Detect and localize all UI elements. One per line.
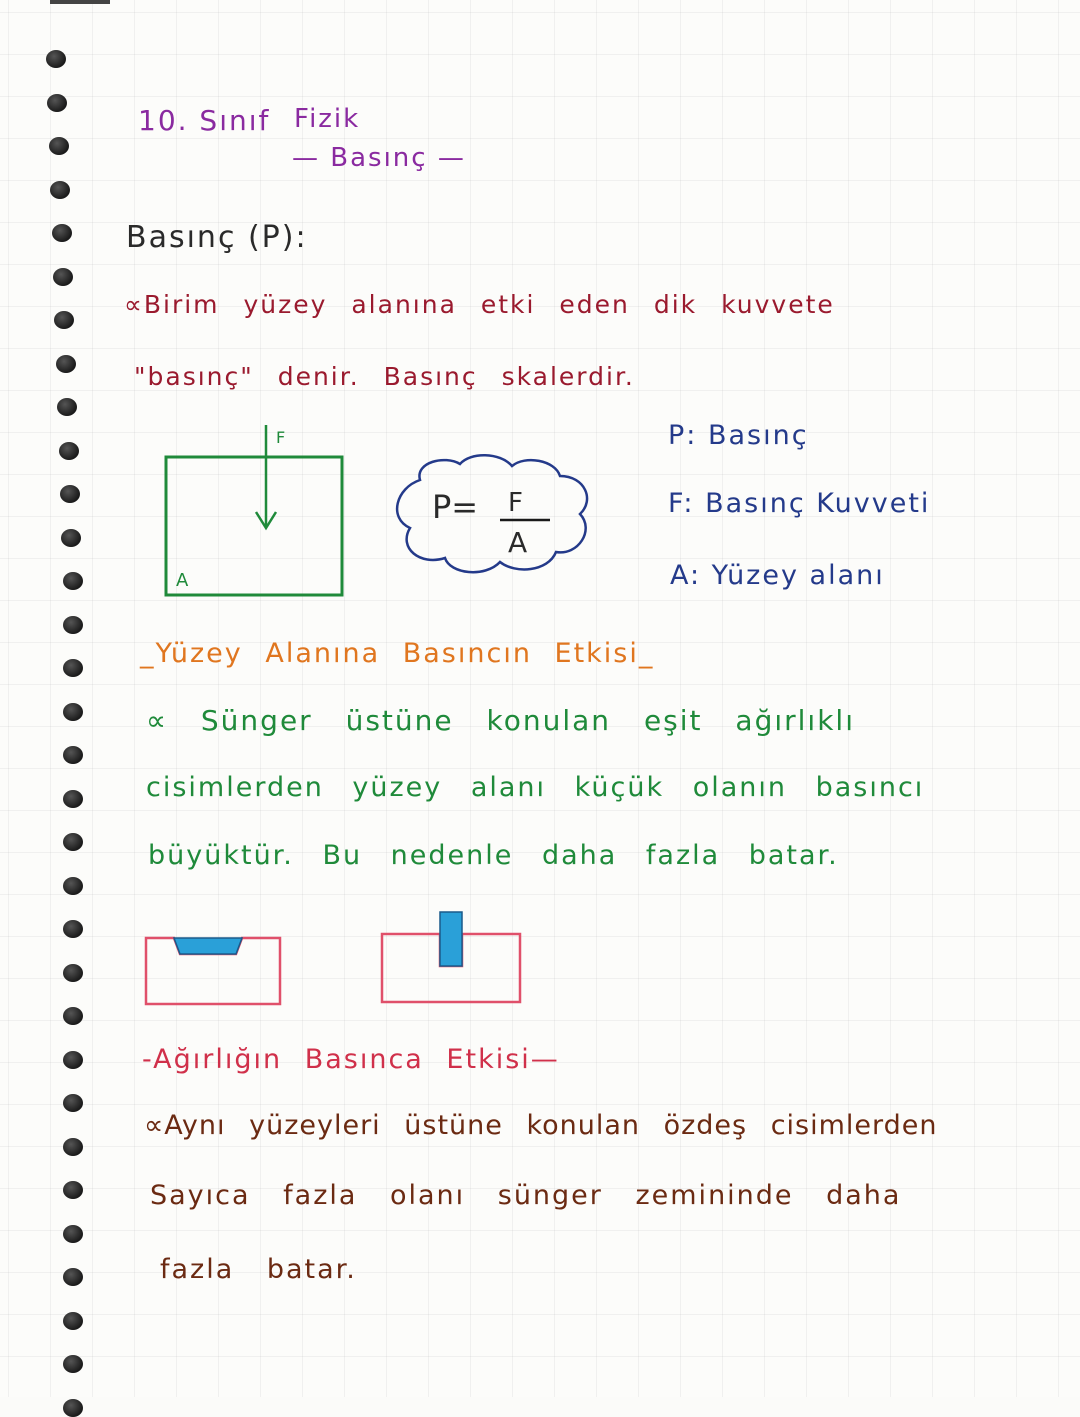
binding-hole <box>63 1399 83 1417</box>
section3-line-3: fazla batar. <box>160 1254 357 1285</box>
wide-block <box>174 938 242 954</box>
section3-line-1: ∝Aynı yüzeyleri üstüne konulan özdeş cisimlerden <box>144 1110 938 1141</box>
section2-line-2: cisimlerden yüzey alanı küçük olanın basıncı <box>146 772 925 803</box>
section2-title: _Yüzey Alanına Basıncın Etkisi_ <box>140 638 655 669</box>
area-label: A <box>176 570 191 591</box>
definition-term: Basınç (P): <box>126 220 308 255</box>
legend-a: A: Yüzey alanı <box>670 560 885 591</box>
cloud-outline <box>397 455 587 572</box>
sponge-diagram-wide <box>146 938 280 1004</box>
definition-line-2: "basınç" denir. Basınç skalerdir. <box>134 362 635 391</box>
section2-line-1: ∝ Sünger üstüne konulan eşit ağırlıklı <box>146 704 855 737</box>
definition-line-1: ∝Birim yüzey alanına etki eden dik kuvvete <box>124 290 835 319</box>
section2-title-text: Yüzey Alanına Basıncın Etkisi <box>155 638 639 669</box>
force-label: F <box>276 428 288 447</box>
formula-lhs: P= <box>432 488 479 526</box>
topic-title: — Basınç — <box>292 143 466 173</box>
topic-title-text: Basınç <box>330 143 428 173</box>
definition-line-1-text: Birim yüzey alanına etki eden dik kuvvete <box>143 290 835 319</box>
legend-f: F: Basınç Kuvveti <box>668 488 931 519</box>
section3-title: -Ağırlığın Basınca Etkisi— <box>142 1044 560 1075</box>
formula-numerator: F <box>508 488 523 518</box>
section2-line-1-text: Sünger üstüne konulan eşit ağırlıklı <box>200 704 855 737</box>
section3-line-2: Sayıca fazla olanı sünger zemininde daha <box>150 1180 902 1211</box>
section3-line-1-text: Aynı yüzeyleri üstüne konulan özdeş cisimlerden <box>164 1110 938 1141</box>
sponge-diagram-narrow <box>382 912 520 1002</box>
section2-line-3: büyüktür. Bu nedenle daha fazla batar. <box>148 840 839 871</box>
narrow-block <box>440 912 462 966</box>
subject-title: Fizik <box>294 104 361 134</box>
course-title: 10. Sınıf <box>138 104 271 137</box>
section3-title-text: Ağırlığın Basınca Etkisi <box>153 1044 531 1075</box>
formula-cloud <box>397 455 587 572</box>
surface-box <box>166 457 342 595</box>
force-box-diagram <box>166 425 342 595</box>
formula-denominator: A <box>508 526 528 559</box>
legend-p: P: Basınç <box>668 420 809 451</box>
